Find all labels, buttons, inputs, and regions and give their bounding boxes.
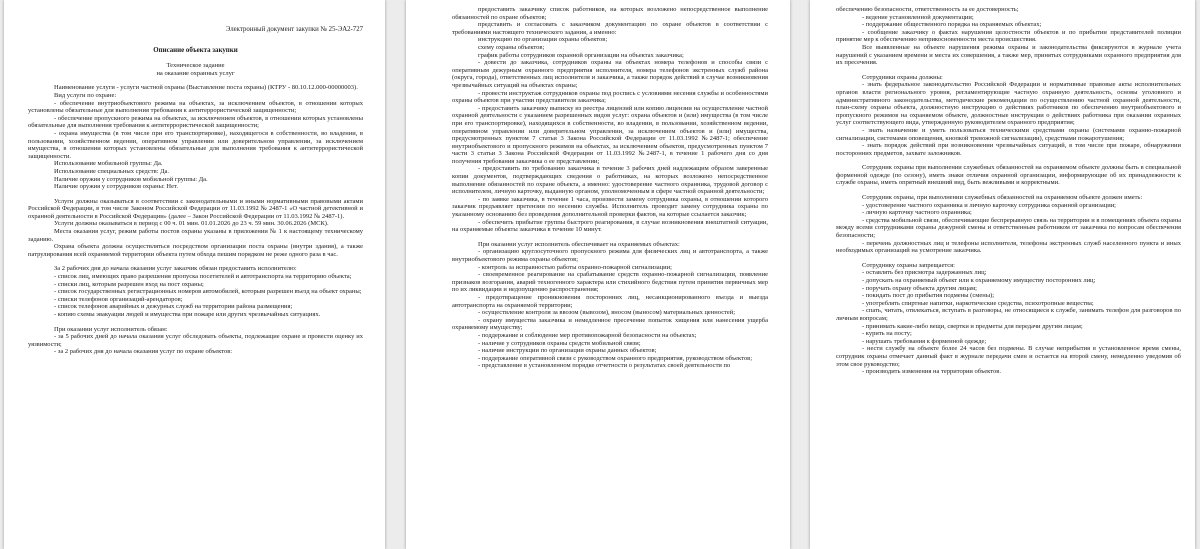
paragraph: Услуги должны оказываться в соответствии с законодательными и иными нормативными правовыми актами Российской Федерации, в том числе Законом Российской Федерации от 11.03.1992 № 2487-1 «О частной детективной и охранной деятельности в Российской Федерации» (далее – Закон Российской Федерации от 11.03.1992 № 2487-1). <box>28 197 363 220</box>
paragraph: - наличие у сотрудников охраны средств мобильной связи; <box>478 339 641 347</box>
paragraph: - список лиц, имеющих право разрешения пропуска посетителей и автотранспорта на территорию объекта; <box>54 273 352 281</box>
paragraph: - представление в установленном порядке отчетности о результатах своей деятельности по <box>478 362 731 370</box>
paragraph: обеспечению безопасности, ответственность за ее достоверность; <box>836 6 1019 13</box>
paragraph: - нарушать требования к форменной одежде; <box>862 337 987 345</box>
paragraph: Охрана объекта должна осуществляться посредством организации поста охраны (внутри здания), а также патрулирования всей охраняемой территории объекта путем обхода пешим порядком не реже одного раза в час. <box>28 243 363 258</box>
document-subtitle: Техническое задание <box>166 62 225 70</box>
paragraph: график работы сотрудников охранной организации на объектах заказчика; <box>478 51 684 59</box>
paragraph: - поручать охрану объекта другим лицам; <box>862 284 977 292</box>
paragraph: - охрана имущества (в том числе при его транспортировке), находящегося в собственности, во владении, в пользовании, хозяйственном ведении, оперативном управлении или доверительном управлении, за исключением имущества, в отношении которых установлены обязательные для выполнения требования к антитеррористической защищенности. <box>28 129 363 160</box>
paragraph: - список телефонов аварийных и дежурных служб на территории района размещения; <box>54 303 293 311</box>
paragraph: инструкцию по организации охраны объектов; <box>478 36 608 44</box>
paragraph: Наличие оружия у сотрудников охраны: Нет. <box>54 183 178 191</box>
paragraph: - предотвращение проникновения посторонних лиц, несанкционированного въезда и выезда автотранспорта на охраняемой территории; <box>452 293 768 309</box>
paragraph: - поддержание оперативной связи с руководством охранного предприятия, руководством объектов; <box>478 354 753 362</box>
paragraph: - провести инструктаж сотрудников охраны под роспись с условиями несения службы и особенностями охраны объектов при участии представителя заказчика; <box>452 89 768 105</box>
paragraph: - удостоверение частного охранника и личную карточку сотрудника охранной организации; <box>862 201 1116 209</box>
document-subtitle: на оказание охранных услуг <box>156 69 235 77</box>
paragraph: - принимать какие-либо вещи, свертки и предметы для передачи другим лицам; <box>862 322 1083 330</box>
paragraph: - знать назначение и уметь пользоваться техническими средствами охраны (системами охранно-пожарной сигнализации, системами оповещения, кнопкой тревожной сигнализации), средствами пожаротушения; <box>836 126 1181 142</box>
paragraph: Услуги должны оказываться в период с 00 ч. 01 мин. 01.01.2026 до 23 ч. 59 мин. 30.06.2026 (МСК). <box>54 220 329 228</box>
paragraph: - спать, читать, отвлекаться, вступать в разговоры, не относящиеся к службе, занимать телефон для разговоров по личным вопросам; <box>836 307 1181 322</box>
paragraph: - нести службу на объекте более 24 часов без подмены. В случае неприбытия в установленное время смены, сотрудник охраны отмечает данный факт в журнале передачи смен и остается на второй смену, немедленно уведомив об этом свое руководство; <box>836 345 1181 368</box>
paragraph: - своевременное реагирование на срабатывание средств охранно-пожарной сигнализации, появление признаков возгорания, аварий техногенного характера или стихийного бедствия путем принятия первичных мер по их ликвидации и недопущению распространения; <box>452 271 768 294</box>
paragraph: Использование специальных средств: Да. <box>54 167 170 175</box>
paragraph: - средства мобильной связи, обеспечивающие беспрерывную связь на территории и в помещениях объекта охраны между всеми сотрудниками охраны дежурной смены и ответственным работником от заказчика по вопросам обеспечения безопасности; <box>836 216 1181 240</box>
document-page-3 <box>810 0 1195 549</box>
paragraph: - допускать на охраняемый объект или к охраняемому имуществу посторонних лиц; <box>862 277 1096 284</box>
paragraph: - покидать пост до прибытия подмены (смены); <box>862 292 995 300</box>
paragraph: - предоставить по требованию заказчика в течение 3 рабочих дней надлежащим образом заверенные копии документов, подтверждающих сведения о работниках, на которых возложено непосредственное выполнение обязанностей по охране объекта, а именно: удостоверение частного охранника, трудовой договор с исполнителем, личную карточку, выданную органом, уполномоченным в сфере частной охранной деятельности; <box>452 165 768 196</box>
paragraph: Наличие оружия у сотрудников мобильной группы: Да. <box>54 175 208 183</box>
document-title: Описание объекта закупки <box>153 46 238 54</box>
paragraph: - наличие инструкции по организации охраны данных объектов; <box>478 347 657 355</box>
paragraph: - поддержание общественного порядка на охраняемых объектах; <box>862 21 1042 29</box>
paragraph: Сотрудник охраны, при выполнении служебных обязанностей на охраняемом объекте должен иметь: <box>862 194 1143 202</box>
paragraph: - списки телефонов организаций-арендаторов; <box>54 295 183 303</box>
paragraph: - контроль за исправностью работы охранно-пожарной сигнализации; <box>478 263 672 271</box>
paragraph: Сотрудник охраны при выполнении служебных обязанностей на охраняемом объекте должны быть в специальной форменной одежде (по сезону), иметь знаки отличия охранной организации, информирующие об их принадлежности к службе охраны, иметь опрятный внешний вид, быть вежливыми и корректными. <box>836 164 1181 187</box>
paragraph: - производить изменения на территории объектов. <box>862 368 1001 376</box>
paragraph: Сотрудники охраны должны: <box>862 73 943 81</box>
paragraph: - обеспечение пропускного режима на объектах, за исключением объектов, в отношении которых установлены обязательные для выполнения требования к антитеррористической защищенности; <box>28 114 363 130</box>
paragraph: схему охраны объектов; <box>478 43 545 51</box>
paragraph: - довести до заказчика, сотрудников охраны на объектах номера телефонов и способы связи с оперативным дежурным охранного предприятия исполнителя, номера телефонов экстренных служб района (округа, города), ответственных лиц исполнителя и заказчика, а также порядок действий в случае возникновения чрезвычайных ситуаций на объектах охраны; <box>452 59 768 89</box>
paragraph: - обеспечение внутриобъектового режима на объектах, за исключением объектов, в отношении которых установлены обязательные для выполнения требования к антитеррористической защищенности; <box>28 99 363 115</box>
paragraph: - обеспечить прибытие группы быстрого реагирования, в случае возникновения внештатной ситуации, на охраняемые объекты заказчика в течение 10 минут. <box>452 218 768 234</box>
document-header: Электронный документ закупки № 25-ЭА2-727 <box>225 26 363 33</box>
paragraph: Вид услуги по охране: <box>54 91 117 99</box>
paragraph: - ведение установленной документации; <box>862 13 974 21</box>
paragraph: представить и согласовать с заказчиком документацию по охране объектов в соответствии с требованиями настоящего технического задания, а именно: <box>452 21 768 36</box>
paragraph: - охрану имущества заказчика и немедленное пресечение попыток хищения или нанесения ущерба охраняемому имуществу; <box>452 316 768 332</box>
paragraph: За 2 рабочих дня до начала оказания услуг заказчик обязан предоставить исполнителю: <box>54 265 297 273</box>
paragraph: - за 5 рабочих дней до начала оказания услуг обследовать объекты, подлежащие охране и провести оценку их уязвимости; <box>28 333 363 348</box>
paragraph: - курить на посту; <box>862 330 912 338</box>
paragraph: - списки лиц, которым разрешен вход на пост охраны; <box>54 280 204 288</box>
paragraph: При оказании услуг исполнитель обязан: <box>54 325 168 333</box>
document-page-1 <box>4 0 385 549</box>
paragraph: - предоставить заказчику выписку из реестра лицензий или копию лицензии на осуществление частной охранной деятельности с указанием разрешенных видов услуг: охрана объектов и (или) имущества (в том числе при его транспортировке), находящихся в собственности, во владении, в пользовании, хозяйственном ведении, оперативном управлении или доверительном управлении, за исключением объектов и (или) имущества, предусмотренных пунктом 7 статьи 3 Закона Российской Федерации от 11.03.1992 №2487-1; обеспечение внутриобъектового и пропускного режимов на объектах, за исключением объектов, предусмотренных пунктом 7 части 3 статьи 3 Закона Российской Федерации от 11.03.1992 №2487-1, в течение 1 рабочего дня со дня получения требования заказчика о ее представлении; <box>452 104 768 165</box>
paragraph: Сотруднику охраны запрещается: <box>862 261 955 269</box>
paragraph: Все выявленные на объекте нарушения режима охраны и законодательства фиксируются в журнале учета нарушений с указанием времени и места их совершения, а также мер, принятых сотрудниками охранного предприятия для их пресечения. <box>836 43 1181 67</box>
paragraph: - осуществление контроля за ввозом (вывозом), вносом (выносом) материальных ценностей; <box>478 309 736 317</box>
paragraph: - личную карточку частного охранника; <box>862 209 972 217</box>
paragraph: Использование мобильной группы: Да. <box>54 160 163 168</box>
paragraph: - организацию круглосуточного пропускного режима для физических лиц и автотранспорта, а также внутриобъектового режима охраны объектов; <box>452 248 768 263</box>
document-page-2 <box>406 0 790 549</box>
paragraph: - оставлять без присмотра задержанных лиц; <box>862 269 987 277</box>
paragraph: - знать порядок действий при возникновении чрезвычайных ситуаций, в том числе при пожаре, обнаружении посторонних предметов, захвате заложников. <box>836 142 1181 157</box>
paragraph: При оказании услуг исполнитель обеспечивает на охраняемых объектах: <box>478 240 680 248</box>
paragraph: - сообщение заказчику о фактах нарушения целостности объектов и по прибытии представителей полиции принятие мер к обеспечению неприкосновенности места происшествия. <box>836 28 1181 44</box>
paragraph: - копию схемы эвакуации людей и имущества при пожаре или других чрезвычайных ситуациях. <box>54 311 321 318</box>
paragraph: - перечень должностных лиц и телефоны исполнителя, телефоны экстренных служб населенного пункта и иных необходимых организаций на усмотрение заказчика. <box>836 239 1181 255</box>
paragraph: - по заявке заказчика, в течение 1 часа, произвести замену сотрудника охраны, в отношении которого заказчик предъявляет претензии по несению службы. Исполнитель проводит замену сотрудника охраны по указанному основанию без проведения дополнительной проверки фактов, на которые ссылается заказчик; <box>452 195 768 219</box>
paragraph: предоставить заказчику список работников, на которых возложено непосредственное выполнение обязанностей по охране объектов; <box>452 6 768 21</box>
paragraph: - употреблять спиртные напитки, наркотические средства, психотропные вещества; <box>862 299 1094 307</box>
paragraph: - за 2 рабочих дня до начала оказания услуг по охране объектов: <box>54 348 233 356</box>
paragraph: Места оказания услуг, режим работы постов охраны указаны в приложении № 1 к настоящему техническому заданию. <box>28 228 363 243</box>
paragraph: - знать федеральное законодательство Российской Федерации и нормативные правовые акты исполнительных органов власти регионального уровня, регламентирующие частную охранную деятельность, основы уголовного и административного законодательства, методические рекомендации по осуществлению частной охранной деятельности, план-схему охраны объекта, должностную инструкцию о действиях работников по обеспечению внутриобъектового и пропускного режимов на охраняемом объекте, должностные инструкции о действиях работника при оказании охранных услуг соответствующего вида, утвержденную руководителем охранного предприятия; <box>836 81 1181 127</box>
paragraph: - поддержание и соблюдение мер противопожарной безопасности на объектах; <box>478 331 697 339</box>
paragraph: Наименование услуги - услуги частной охраны (Выставление поста охраны) (КТРУ - 80.10.12.000-00000003). <box>54 84 358 92</box>
paragraph: - список государственных регистрационных номеров автомобилей, которым разрешен въезд на объект охраны; <box>54 288 362 296</box>
